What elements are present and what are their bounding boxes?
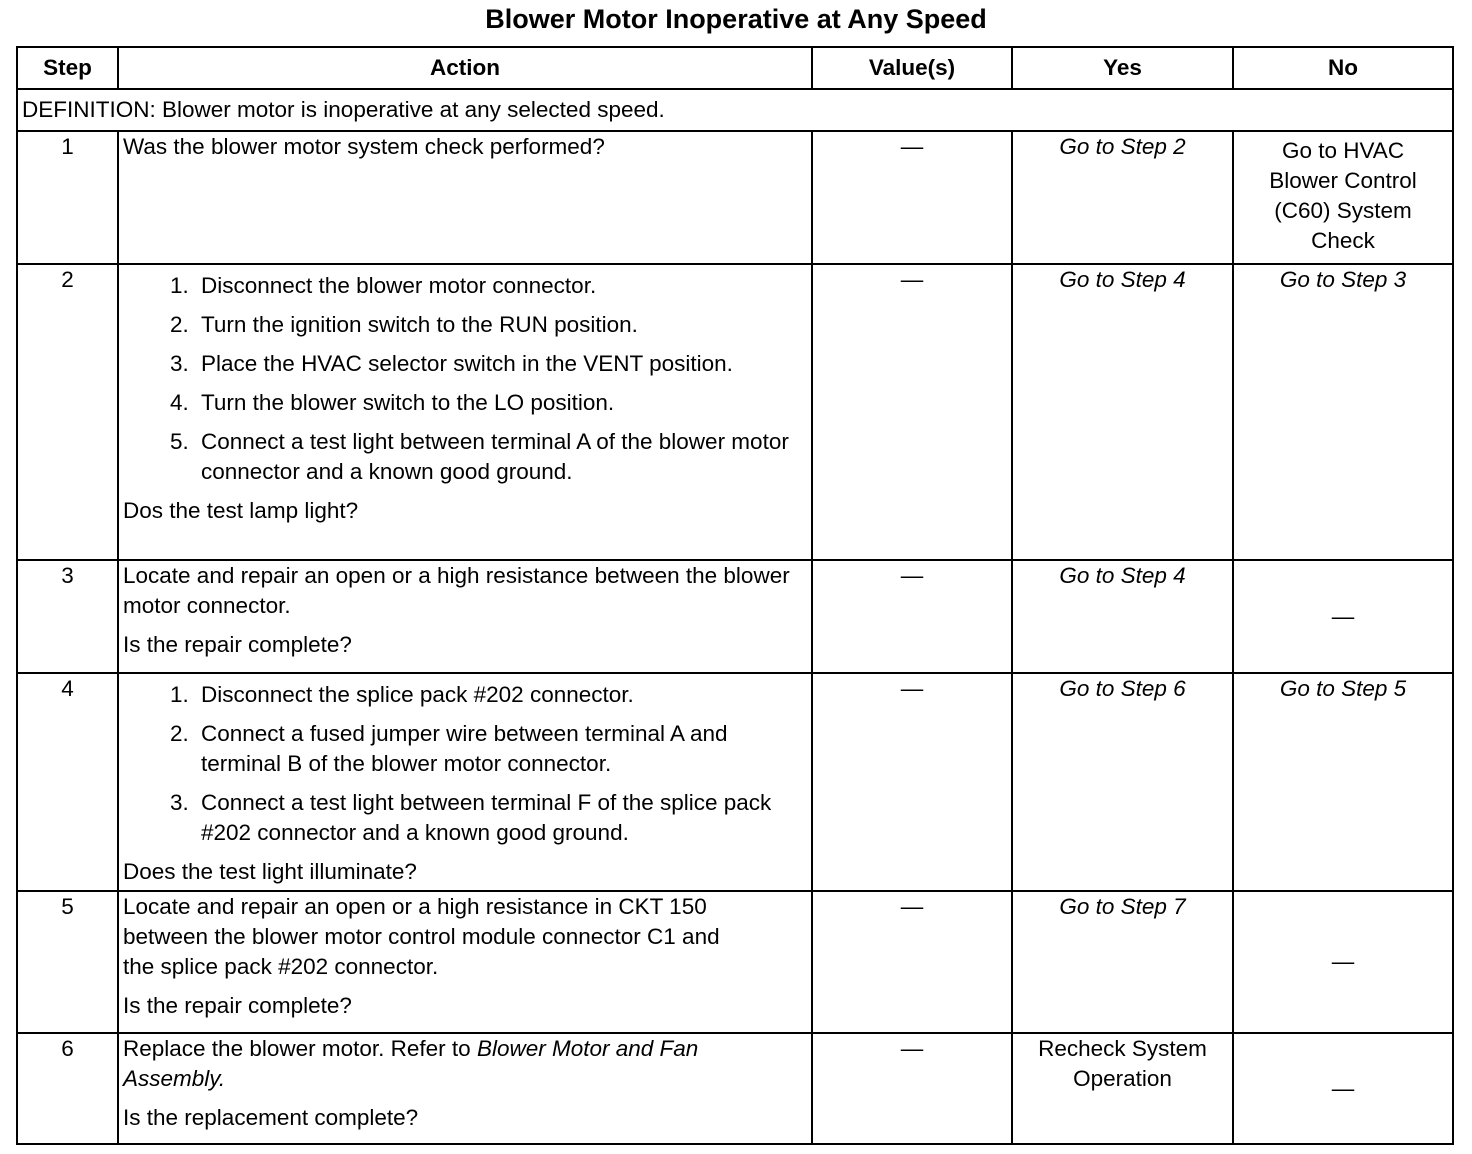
action-question: Was the blower motor system check performed? — [123, 134, 605, 159]
value-cell: — — [812, 560, 1012, 673]
action-cell — [118, 891, 812, 1033]
list-item: 1. Disconnect the blower motor connector. — [195, 271, 807, 301]
header-row — [17, 47, 1453, 89]
yes-cell: Go to Step 2 — [1012, 131, 1233, 264]
yes-cell: Go to Step 4 — [1012, 264, 1233, 560]
header-yes: Yes — [1012, 47, 1233, 89]
action-question: Is the repair complete? — [123, 632, 352, 657]
step-number: 1 — [17, 131, 118, 264]
reference-title: Blower Motor and Fan Assembly. — [123, 1036, 699, 1091]
value-cell: — — [812, 131, 1012, 264]
list-item: 2. Turn the ignition switch to the RUN position. — [195, 310, 807, 340]
table-row — [17, 560, 1453, 673]
table-row — [17, 264, 1453, 560]
header-action: Action — [118, 47, 812, 89]
yes-cell: Go to Step 4 — [1012, 560, 1233, 673]
yes-cell: Go to Step 7 — [1012, 891, 1233, 1033]
step-number: 4 — [17, 673, 118, 891]
table-row — [17, 673, 1453, 891]
header-values: Value(s) — [812, 47, 1012, 89]
list-item: 5. Connect a test light between terminal A of the blower motor connector and a known good ground. — [195, 427, 807, 487]
action-cell — [118, 1033, 812, 1144]
table-row — [17, 131, 1453, 264]
list-item: 3. Place the HVAC selector switch in the VENT position. — [195, 349, 807, 379]
list-item: 1. Disconnect the splice pack #202 connector. — [195, 680, 807, 710]
yes-cell: Go to Step 6 — [1012, 673, 1233, 891]
action-text-lead: Replace the blower motor. Refer to — [123, 1036, 477, 1061]
list-item: 3. Connect a test light between terminal F of the splice pack #202 connector and a known good ground. — [195, 788, 807, 848]
no-cell: Go to HVAC Blower Control (C60) System Check — [1233, 131, 1453, 264]
table-row — [17, 891, 1453, 1033]
yes-cell: Recheck System Operation — [1012, 1033, 1233, 1144]
action-question: Is the repair complete? — [123, 993, 352, 1018]
list-item: 4. Turn the blower switch to the LO position. — [195, 388, 807, 418]
header-step: Step — [17, 47, 118, 89]
header-no: No — [1233, 47, 1453, 89]
no-cell: — — [1233, 891, 1453, 1033]
list-item: 2. Connect a fused jumper wire between terminal A and terminal B of the blower motor connector. — [195, 719, 807, 779]
action-cell — [118, 131, 812, 264]
no-cell: Go to Step 3 — [1233, 264, 1453, 560]
action-cell — [118, 264, 812, 560]
value-cell: — — [812, 1033, 1012, 1144]
definition-text: DEFINITION: Blower motor is inoperative at any selected speed. — [17, 89, 1453, 131]
definition-row — [17, 89, 1453, 131]
page-title: Blower Motor Inoperative at Any Speed — [485, 4, 987, 34]
diagnostic-table — [16, 46, 1454, 1145]
step-number: 6 — [17, 1033, 118, 1144]
no-cell: Go to Step 5 — [1233, 673, 1453, 891]
action-text: Locate and repair an open or a high resistance in CKT 150 between the blower motor control module connector C1 and the splice pack #202 connector. — [123, 894, 720, 979]
table-row — [17, 1033, 1453, 1144]
action-text: Locate and repair an open or a high resistance between the blower motor connector. — [123, 563, 790, 618]
no-cell: — — [1233, 1033, 1453, 1144]
step-number: 5 — [17, 891, 118, 1033]
action-cell — [118, 673, 812, 891]
no-cell: — — [1233, 560, 1453, 673]
action-question: Dos the test lamp light? — [123, 498, 359, 523]
action-question: Is the replacement complete? — [123, 1105, 419, 1130]
step-number: 2 — [17, 264, 118, 560]
value-cell: — — [812, 673, 1012, 891]
action-text — [123, 1034, 751, 1094]
step-number: 3 — [17, 560, 118, 673]
instruction-list — [123, 680, 807, 848]
action-question: Does the test light illuminate? — [123, 859, 417, 884]
action-cell — [118, 560, 812, 673]
value-cell: — — [812, 264, 1012, 560]
instruction-list — [123, 271, 807, 487]
value-cell: — — [812, 891, 1012, 1033]
